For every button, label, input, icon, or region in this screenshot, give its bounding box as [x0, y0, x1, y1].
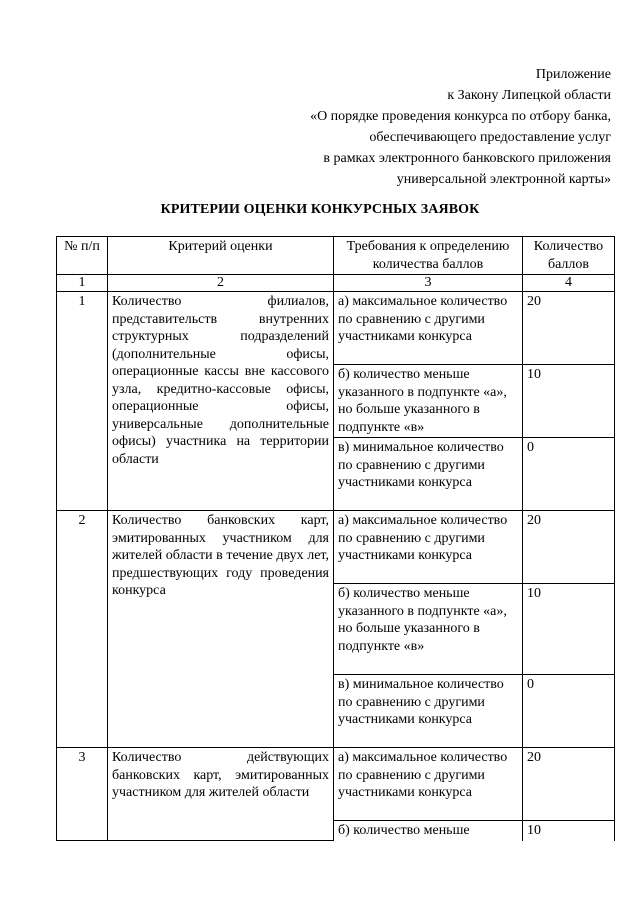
requirement-cell: а) максимальное количество по сравнению с другими участниками конкурса	[334, 511, 523, 584]
requirement-cell: в) минимальное количество по сравнению с другими участниками конкурса	[334, 675, 523, 748]
document-header	[310, 64, 611, 190]
points-cell: 20	[523, 511, 615, 584]
requirement-cell: б) количество меньше указанного в подпункте «а», но больше указанного в подпункте «в»	[334, 584, 523, 675]
requirement-cell: б) количество меньше	[334, 821, 523, 841]
criterion-cell: Количество филиалов, представительств внутренних структурных подразделений (дополнительные офисы, операционные кассы вне кассового узла, кредитно-кассовые офисы, операционные офисы, универсальные дополнительные офисы) участника на территории области	[108, 292, 334, 511]
criterion-cell: Количество действующих банковских карт, эмитированных участником для жителей области	[108, 748, 334, 841]
points-cell: 0	[523, 675, 615, 748]
requirement-cell: а) максимальное количество по сравнению с другими участниками конкурса	[334, 748, 523, 821]
points-cell: 20	[523, 748, 615, 821]
table-row	[57, 511, 615, 584]
points-cell: 10	[523, 584, 615, 675]
column-index: 1	[57, 275, 108, 292]
requirement-cell: а) максимальное количество по сравнению с другими участниками конкурса	[334, 292, 523, 365]
header-line: к Закону Липецкой области	[447, 88, 611, 103]
requirement-cell: в) минимальное количество по сравнению с другими участниками конкурса	[334, 438, 523, 511]
table-header-row	[57, 237, 615, 275]
points-cell: 20	[523, 292, 615, 365]
row-number: 3	[57, 748, 108, 841]
header-criterion: Критерий оценки	[108, 237, 334, 275]
header-line: обеспечивающего предоставление услуг	[369, 130, 611, 145]
column-index: 2	[108, 275, 334, 292]
points-cell: 0	[523, 438, 615, 511]
header-line: универсальной электронной карты»	[396, 172, 611, 187]
header-line: Приложение	[535, 67, 611, 82]
table-row	[57, 748, 615, 821]
table-row	[57, 292, 615, 365]
row-number: 1	[57, 292, 108, 511]
criteria-table	[56, 236, 615, 841]
header-requirements: Требования к определению количества баллов	[334, 237, 523, 275]
points-cell: 10	[523, 365, 615, 438]
requirement-cell: б) количество меньше указанного в подпункте «а», но больше указанного в подпункте «в»	[334, 365, 523, 438]
header-line: «О порядке проведения конкурса по отбору банка,	[310, 109, 611, 124]
criterion-cell: Количество банковских карт, эмитированных участником для жителей области в течение двух лет, предшествующих году проведения конкурса	[108, 511, 334, 748]
header-line: в рамках электронного банковского приложения	[323, 151, 611, 166]
column-index: 4	[523, 275, 615, 292]
document-title: КРИТЕРИИ ОЦЕНКИ КОНКУРСНЫХ ЗАЯВОК	[160, 202, 480, 217]
column-index-row	[57, 275, 615, 292]
header-points: Количество баллов	[523, 237, 615, 275]
row-number: 2	[57, 511, 108, 748]
points-cell: 10	[523, 821, 615, 841]
header-num: № п/п	[57, 237, 108, 275]
column-index: 3	[334, 275, 523, 292]
